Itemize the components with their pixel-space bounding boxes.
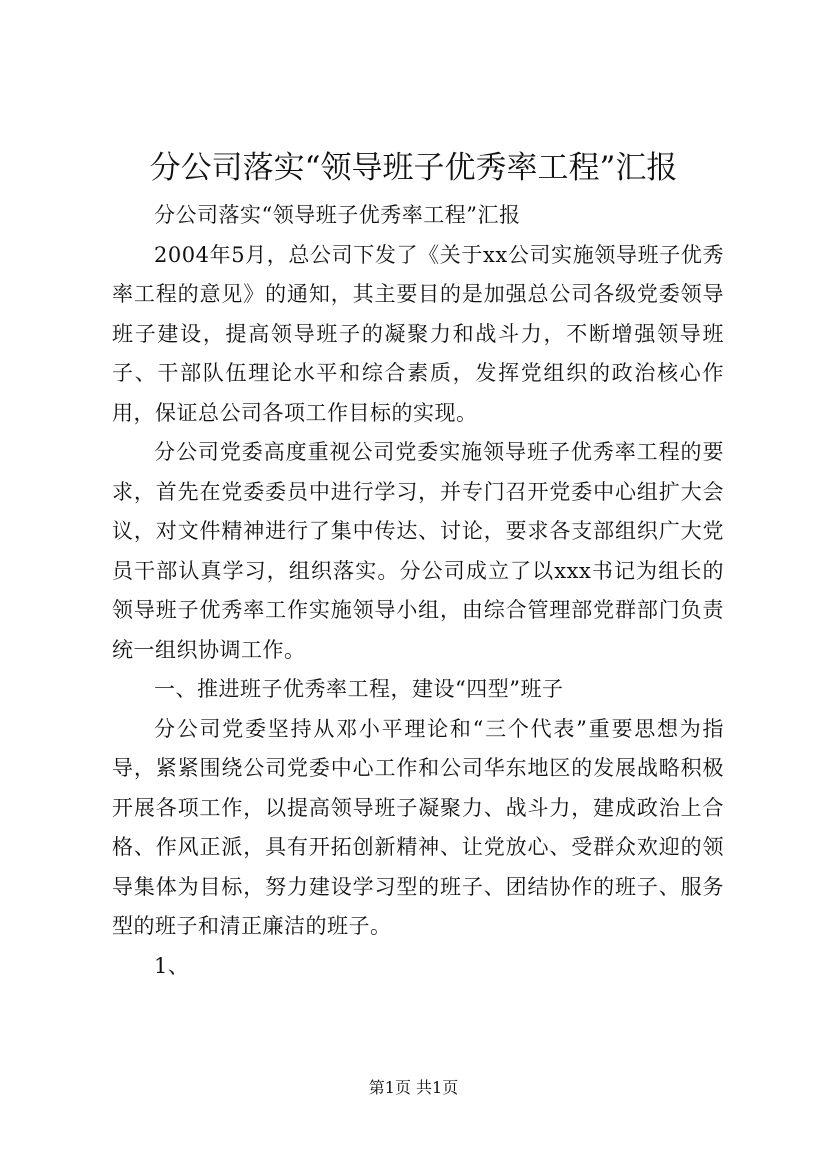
page-footer: 第1页 共1页 [368, 1078, 459, 1097]
paragraph-subtitle: 分公司落实“领导班子优秀率工程”汇报 [154, 203, 521, 227]
list-item-1: 1、 [154, 953, 190, 978]
paragraph-1: 2004年5月，总公司下发了《关于xx公司实施领导班子优秀率工程的意见》的通知，其主要目的是加强总公司各级党委领导班子建设，提高领导班子的凝聚力和战斗力，不断增强领导班子、干部队伍理论水平和综合素质，发挥党组织的政治核心作用，保证总公司各项工作目标的实现。 [112, 242, 724, 425]
document-body [112, 196, 724, 986]
paragraph-2: 分公司党委高度重视公司党委实施领导班子优秀率工程的要求，首先在党委委员中进行学习，并专门召开党委中心组扩大会议，对文件精神进行了集中传达、讨论，要求各支部组织广大党员干部认真学习，组织落实。分公司成立了以xxx书记为组长的领导班子优秀率工作实施领导小组，由综合管理部党群部门负责统一组织协调工作。 [112, 440, 724, 662]
paragraph-3: 分公司党委坚持从邓小平理论和“三个代表”重要思想为指导，紧紧围绕公司党委中心工作和公司华东地区的发展战略积极开展各项工作，以提高领导班子凝聚力、战斗力，建成政治上合格、作风正派，具有开拓创新精神、让党放心、受群众欢迎的领导集体为目标，努力建设学习型的班子、团结协作的班子、服务型的班子和清正廉洁的班子。 [112, 716, 724, 938]
section-heading-1: 一、推进班子优秀率工程，建设“四型”班子 [154, 677, 564, 701]
document-title: 分公司落实“领导班子优秀率工程”汇报 [149, 150, 678, 186]
